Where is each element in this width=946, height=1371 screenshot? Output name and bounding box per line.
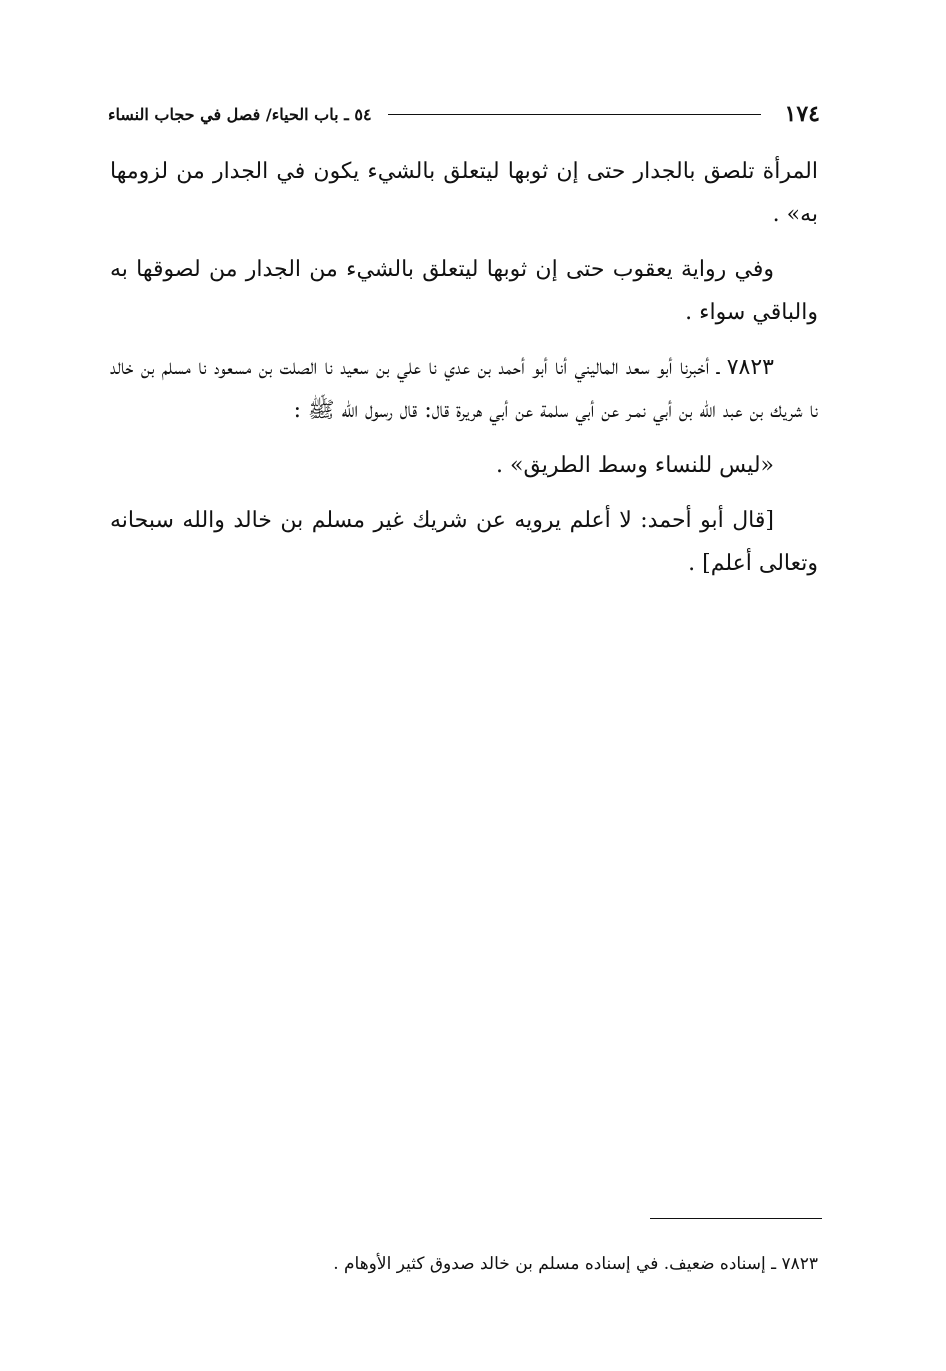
footnote: ٧٨٢٣ ـ إسناده ضعيف. في إسناده مسلم بن خالد صدوق كثير الأوهام . [333,1254,818,1274]
footnote-rule [650,1218,822,1219]
page-number: ١٧٤ [784,101,820,127]
paragraph-continuation: المرأة تلصق بالجدار حتى إن ثوبها ليتعلق بالشيء يكون في الجدار من لزومها به» . [110,159,818,227]
page-header [108,98,820,130]
paragraph-commentary: [قال أبو أحمد: لا أعلم يرويه عن شريك غير مسلم بن خالد والله سبحانه وتعالى أعلم] . [110,508,818,576]
running-title: ٥٤ ـ باب الحياء/ فصل في حجاب النساء [108,104,372,124]
paragraph-variant-narration: وفي رواية يعقوب حتى إن ثوبها ليتعلق بالشيء من الجدار من لصوقها به والباقي سواء . [110,257,818,325]
paragraph-hadith-isnad: ٧٨٢٣ ـ أخبرنا أبو سعد الماليني أنا أبو أحمد بن عدي نا علي بن سعيد نا الصلت بن مسعود نا مسلم بن خالد نا شريك بن عبد الله بن أبي نمـر عن أبي سلمة عن أبي هريرة قال: قال رسول الله ﷺ : [110,355,818,423]
paragraph-hadith-text: «ليس للنساء وسط الطريق» . [496,453,774,478]
header-rule [388,114,761,115]
main-text [110,150,818,597]
